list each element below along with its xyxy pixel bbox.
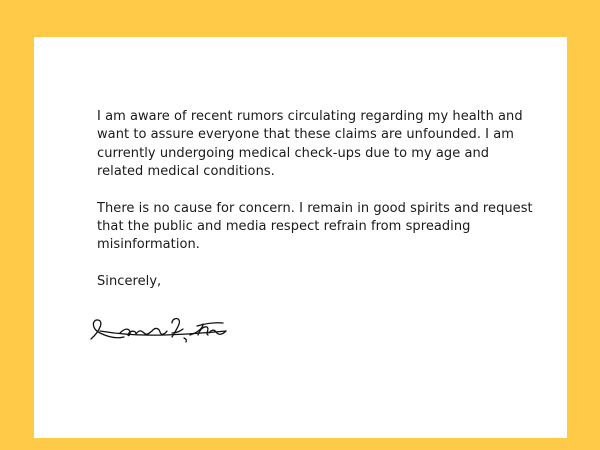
letter-closing: Sincerely, bbox=[97, 273, 162, 289]
letter-paragraph-1: I am aware of recent rumors circulating regarding my health and want to assure everyone that these claims are unfounded. I am currently undergoing medical check-ups due to my age and related medical conditions. bbox=[97, 109, 523, 180]
letter-body bbox=[97, 108, 537, 291]
letter-paragraph-2: There is no cause for concern. I remain in good spirits and request that the public and media respect refrain from spreading misinformation. bbox=[97, 200, 533, 253]
handwritten-signature bbox=[86, 309, 236, 349]
letter-card bbox=[34, 37, 567, 438]
